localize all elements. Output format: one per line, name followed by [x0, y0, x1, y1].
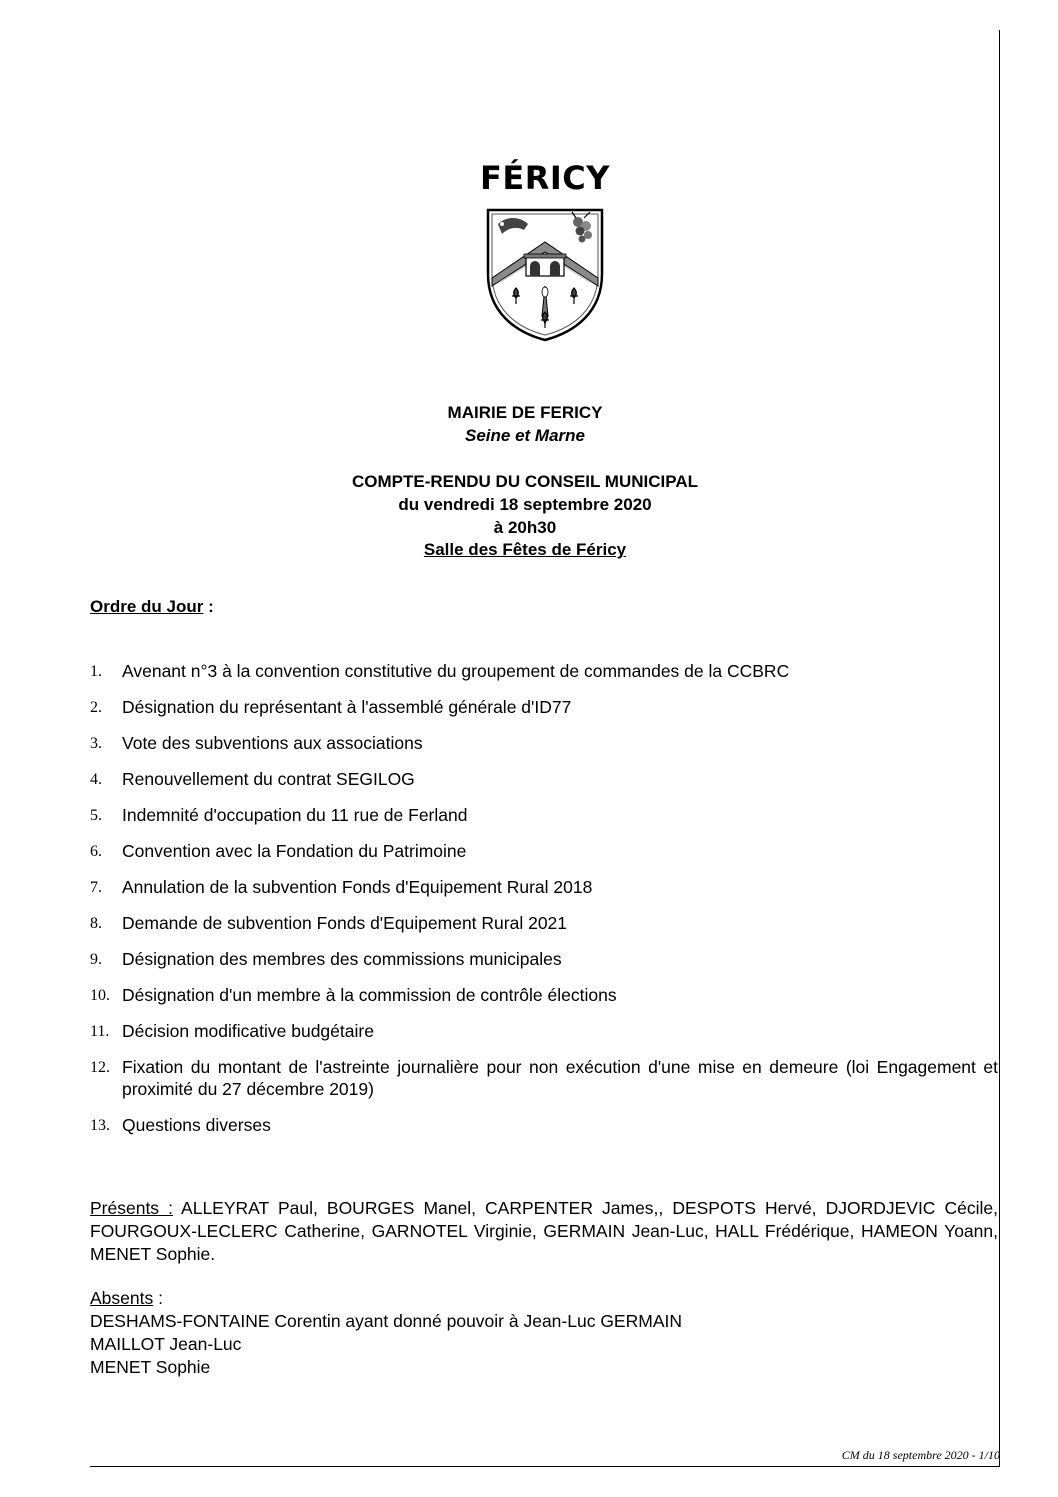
agenda-item	[90, 876, 998, 898]
agenda-item	[90, 840, 998, 862]
agenda-item	[90, 1056, 998, 1100]
logo-title: FÉRICY	[480, 159, 610, 197]
absent-label-suffix: :	[153, 1288, 163, 1308]
agenda-item-text: Désignation des membres des commissions municipales	[122, 949, 562, 969]
agenda-item	[90, 804, 998, 826]
agenda-item-text: Indemnité d'occupation du 11 rue de Ferland	[122, 805, 468, 825]
agenda-item-number: 8.	[90, 915, 102, 932]
agenda-item-text: Désignation d'un membre à la commission de contrôle élections	[122, 985, 617, 1005]
absent-heading	[90, 1287, 998, 1310]
agenda-item-number: 6.	[90, 843, 102, 860]
agenda-item	[90, 1114, 998, 1136]
agenda-item	[90, 660, 998, 682]
agenda-item-text: Convention avec la Fondation du Patrimoine	[122, 841, 467, 861]
agenda-item-text: Annulation de la subvention Fonds d'Equipement Rural 2018	[122, 877, 593, 897]
agenda-item-number: 3.	[90, 735, 102, 752]
agenda-item-number: 12.	[90, 1059, 110, 1076]
municipal-logo	[470, 158, 620, 344]
agenda-item-text: Demande de subvention Fonds d'Equipement Rural 2021	[122, 913, 568, 933]
agenda-item-number: 9.	[90, 951, 102, 968]
page-right-rule	[999, 30, 1000, 1467]
agenda-item	[90, 732, 998, 754]
absent-line: MENET Sophie	[90, 1357, 211, 1377]
agenda-item	[90, 768, 998, 790]
department-name: Seine et Marne	[465, 426, 585, 445]
absent-line: DESHAMS-FONTAINE Corentin ayant donné pouvoir à Jean-Luc GERMAIN	[90, 1311, 682, 1331]
meeting-date: du vendredi 18 septembre 2020	[398, 495, 652, 514]
agenda-item	[90, 912, 998, 934]
agenda-list	[90, 660, 998, 1150]
agenda-item-text: Renouvellement du contrat SEGILOG	[122, 769, 415, 789]
mairie-name: MAIRIE DE FERICY	[447, 403, 603, 422]
present-label: Présents :	[90, 1198, 173, 1218]
agenda-item-number: 4.	[90, 771, 102, 788]
agenda-heading: Ordre du Jour	[90, 597, 204, 616]
agenda-item-text: Avenant n°3 à la convention constitutive du groupement de commandes de la CCBRC	[122, 661, 790, 681]
present-list: ALLEYRAT Paul, BOURGES Manel, CARPENTER James,, DESPOTS Hervé, DJORDJEVIC Cécile, FOURGOUX-LECLERC Catherine, GARNOTEL Virginie, GERMAIN Jean-Luc, HALL Frédérique, HAMEON Yoann, MENET Sophie.	[90, 1198, 998, 1264]
page-footer: CM du 18 septembre 2020 - 1/10	[841, 1448, 1000, 1462]
absent-members	[90, 1287, 998, 1379]
agenda-item-text: Désignation du représentant à l'assemblé générale d'ID77	[122, 697, 572, 717]
agenda-item-text: Décision modificative budgétaire	[122, 1021, 374, 1041]
agenda-item-number: 1.	[90, 663, 102, 680]
meeting-venue: Salle des Fêtes de Féricy	[423, 540, 627, 559]
absent-label: Absents	[90, 1288, 154, 1308]
agenda-item-number: 10.	[90, 987, 110, 1004]
agenda-item	[90, 984, 998, 1006]
meeting-time: à 20h30	[493, 518, 557, 537]
agenda-item-number: 7.	[90, 879, 102, 896]
report-title: COMPTE-RENDU DU CONSEIL MUNICIPAL	[352, 472, 698, 491]
absent-line: MAILLOT Jean-Luc	[90, 1334, 242, 1354]
agenda-item	[90, 948, 998, 970]
agenda-item-text: Questions diverses	[122, 1115, 271, 1135]
agenda-item-text: Vote des subventions aux associations	[122, 733, 423, 753]
meeting-venue-line	[90, 539, 960, 561]
agenda-item-number: 5.	[90, 807, 102, 824]
agenda-item	[90, 1020, 998, 1042]
coat-of-arms-icon	[480, 204, 610, 344]
agenda-heading-line	[90, 597, 214, 617]
footer-rule	[90, 1466, 1000, 1467]
agenda-item-number: 11.	[90, 1023, 110, 1040]
agenda-item	[90, 696, 998, 718]
agenda-heading-suffix: :	[203, 597, 214, 616]
present-members	[90, 1197, 998, 1266]
agenda-item-number: 13.	[90, 1117, 110, 1134]
agenda-item-text: Fixation du montant de l'astreinte journalière pour non exécution d'une mise en demeure (loi Engagement et proximité du 27 décembre 2019)	[122, 1057, 998, 1099]
agenda-item-number: 2.	[90, 699, 102, 716]
